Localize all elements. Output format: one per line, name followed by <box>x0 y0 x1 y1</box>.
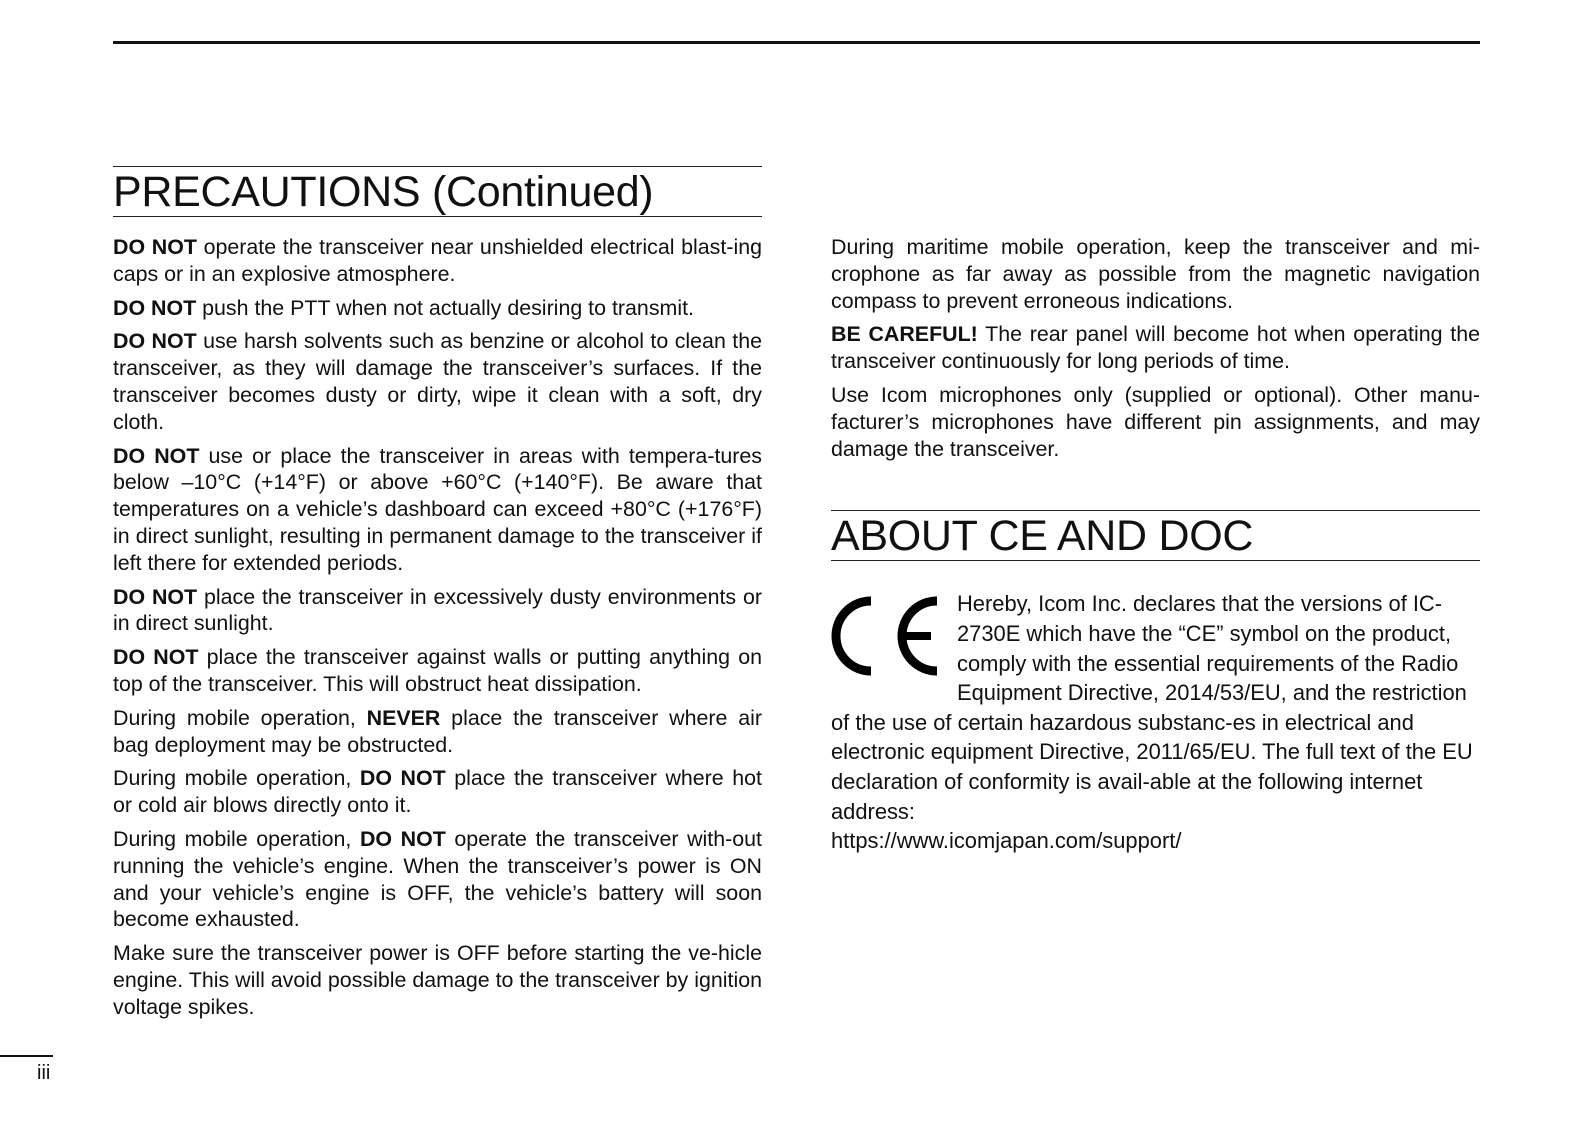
precaution-item: DO NOT operate the transceiver near unshielded electrical blast-ing caps or in an explosive atmosphere. <box>113 235 762 286</box>
precaution-item: During mobile operation, DO NOT operate the transceiver with-out running the vehicle’s engine. When the transceiver’s power is ON and your vehicle’s engine is OFF, the vehicle’s battery will soon become exhausted. <box>113 826 762 932</box>
precaution-item: During mobile operation, DO NOT place the transceiver where hot or cold air blows directly onto it. <box>113 766 763 818</box>
precaution-item: DO NOT push the PTT when not actually desiring to transmit. <box>113 295 694 320</box>
precaution-item: Use Icom microphones only (supplied or optional). Other manu-facturer’s microphones have different pin assignments, and may damage the transceiver. <box>831 382 1480 461</box>
left-column <box>113 166 762 1028</box>
precaution-item: During maritime mobile operation, keep the transceiver and mi-crophone as far away as possible from the magnetic navigation compass to prevent erroneous indications. <box>831 235 1480 313</box>
page-number: iii <box>37 1062 51 1084</box>
ce-doc-section <box>831 510 1480 855</box>
precautions-list <box>113 234 762 1021</box>
footer-rule <box>0 1055 53 1057</box>
precaution-item: DO NOT use or place the transceiver in areas with tempera-tures below –10°C (+14°F) or above +60°C (+140°F). Be aware that temperatures on a vehicle’s dashboard can exceed +80°C (+176°F) in direct sunlight, resulting in permanent damage to the transceiver if left there for extended periods. <box>113 443 763 575</box>
precaution-item: DO NOT use harsh solvents such as benzine or alcohol to clean the transceiver, as they will damage the transceiver’s surfaces. If the transceiver becomes dusty or dirty, wipe it clean with a soft, dry cloth. <box>113 329 762 434</box>
precaution-item: Make sure the transceiver power is OFF before starting the ve-hicle engine. This will avoid possible damage to the transceiver by ignition voltage spikes. <box>113 941 762 1019</box>
ce-mark-icon <box>831 593 949 679</box>
precaution-item: DO NOT place the transceiver against walls or putting anything on top of the transceiver. This will obstruct heat dissipation. <box>113 645 762 696</box>
header-rule <box>113 41 1480 44</box>
support-url: https://www.icomjapan.com/support/ <box>831 828 1182 854</box>
ce-declaration-text: Hereby, Icom Inc. declares that the versions of IC-2730E which have the “CE” symbol on the product, comply with the essential requirements of the Radio Equipment Directive, 2014/53/EU, and the restriction of the use of certain hazardous substanc-es in electrical and electronic equipment Directive, 2011/65/EU. The full text of the EU declaration of conformity is avail-able at the following internet address: https://www.icomjapan.com/support/ <box>831 589 1480 855</box>
ce-declaration <box>831 589 1480 855</box>
right-column <box>831 234 1480 856</box>
ce-doc-heading: ABOUT CE AND DOC <box>831 510 1480 561</box>
precaution-item: During mobile operation, NEVER place the transceiver where air bag deployment may be obstructed. <box>113 705 763 757</box>
precaution-item: DO NOT place the transceiver in excessively dusty environments or in direct sunlight. <box>113 584 762 636</box>
precautions-heading: PRECAUTIONS (Continued) <box>113 166 762 217</box>
precaution-item: BE CAREFUL! The rear panel will become hot when operating the transceiver continuously for long periods of time. <box>831 322 1480 374</box>
